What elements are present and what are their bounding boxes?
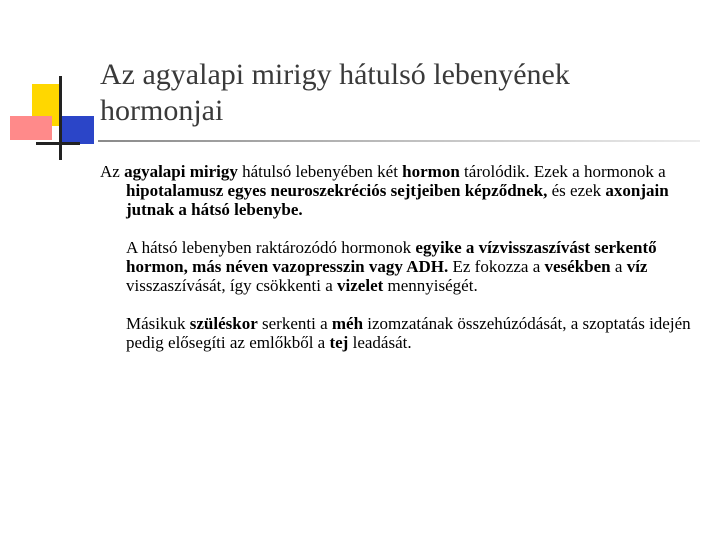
bold-text-run: egyike a vízvisszaszívást serkentő hormon, más néven vazopresszin vagy ADH. xyxy=(126,238,657,276)
bold-text-run: méh xyxy=(331,314,364,333)
text-run: mennyiségét. xyxy=(383,276,478,295)
text-run: tárolódik. Ezek a hormonok a xyxy=(459,162,666,181)
bold-text-run: hormon xyxy=(402,162,460,181)
text-run: és ezek xyxy=(547,181,606,200)
decor-vertical-line xyxy=(59,76,62,160)
text-run: A hátsó lebenyben raktározódó hormonok xyxy=(126,238,416,257)
bold-text-run: szüléskor xyxy=(189,314,258,333)
bold-text-run: vizelet xyxy=(337,276,384,295)
bold-text-run: axonjain jutnak a hátsó lebenybe. xyxy=(126,181,669,219)
text-run: visszaszívását, így csökkenti a xyxy=(126,276,338,295)
paragraph-3 xyxy=(100,314,700,352)
bold-text-run: hipotalamusz egyes neuroszekréciós sejtjeiben képződnek, xyxy=(126,181,548,200)
bold-text-run: tej xyxy=(329,333,349,352)
bold-text-run: vesékben xyxy=(544,257,611,276)
slide-title-line2: hormonjai xyxy=(100,94,224,127)
text-run: hátulsó lebenyében két xyxy=(237,162,403,181)
text-run: Másikuk xyxy=(126,314,190,333)
decor-blue-square xyxy=(62,116,94,144)
text-run: a xyxy=(610,257,627,276)
decor-horizontal-line xyxy=(36,142,80,145)
bold-text-run: agyalapi mirigy xyxy=(124,162,238,181)
paragraph-2 xyxy=(100,238,700,295)
text-run: Az xyxy=(100,162,125,181)
text-run: serkenti a xyxy=(257,314,332,333)
decor-red-square xyxy=(10,116,52,140)
text-run: izomzatának összehúzódását, a szoptatás idején pedig elősegíti az emlőkből a xyxy=(126,314,691,352)
slide-title xyxy=(100,57,700,129)
paragraph-1 xyxy=(100,162,700,219)
title-underline xyxy=(98,140,700,142)
text-run: Ez fokozza a xyxy=(448,257,545,276)
text-run: leadását. xyxy=(348,333,412,352)
bold-text-run: víz xyxy=(626,257,648,276)
slide-body xyxy=(100,162,700,371)
slide-title-line1: Az agyalapi mirigy hátulsó lebenyének xyxy=(100,58,570,91)
